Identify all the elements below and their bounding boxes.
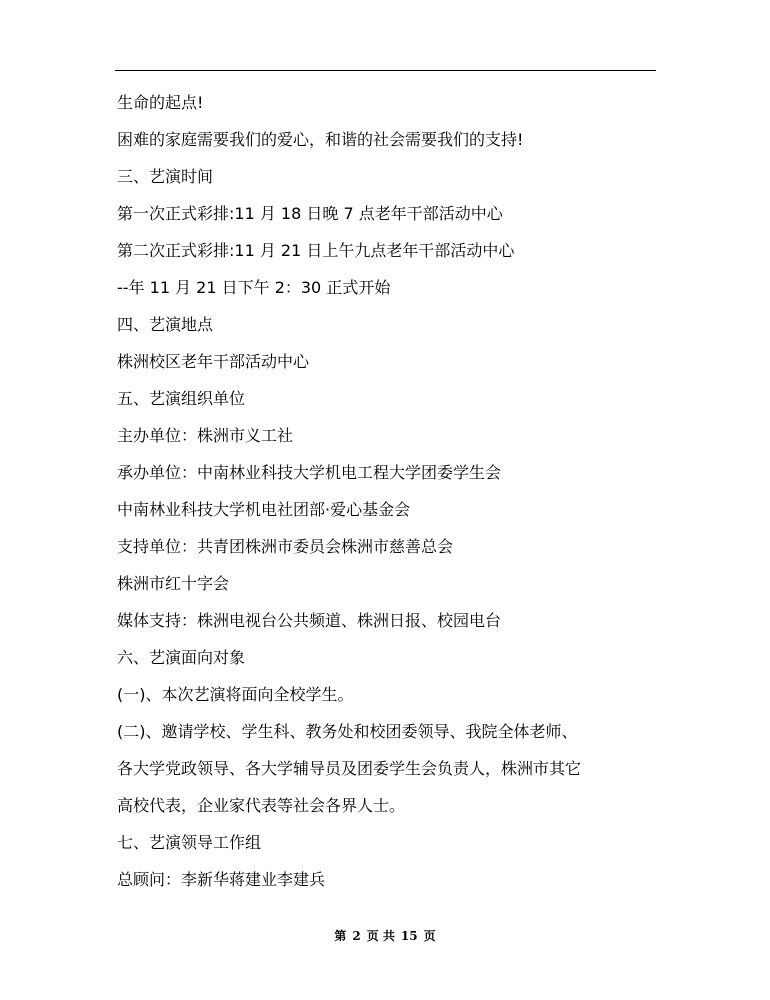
text-line: (二)、邀请学校、学生科、教务处和校团委领导、我院全体老师、 — [117, 722, 578, 741]
text-line: 主办单位：株洲市义工社 — [117, 426, 294, 445]
footer-prefix: 第 — [334, 929, 347, 943]
text-line: 困难的家庭需要我们的爱心，和谐的社会需要我们的支持! — [117, 130, 524, 149]
footer-middle: 页 共 — [366, 929, 395, 943]
text-line: 总顾问：李新华蒋建业李建兵 — [117, 870, 326, 889]
section-heading: 四、艺演地点 — [117, 315, 214, 334]
section-heading: 六、艺演面向对象 — [117, 648, 246, 667]
section-heading: 五、艺演组织单位 — [117, 389, 246, 408]
header-divider — [115, 70, 656, 71]
text-line: 第二次正式彩排:11 月 21 日上午九点老年干部活动中心 — [117, 241, 515, 260]
text-line: 各大学党政领导、各大学辅导员及团委学生会负责人，株洲市其它 — [117, 759, 582, 778]
current-page-number: 2 — [352, 929, 361, 943]
text-line: 生命的起点! — [117, 93, 204, 112]
text-line: 株洲市红十字会 — [117, 574, 230, 593]
section-heading: 三、艺演时间 — [117, 167, 214, 186]
text-line: 高校代表，企业家代表等社会各界人士。 — [117, 796, 406, 815]
page-number-footer — [0, 927, 770, 944]
total-page-count: 15 — [400, 929, 418, 943]
text-line: 中南林业科技大学机电社团部·爱心基金会 — [117, 500, 411, 519]
footer-suffix: 页 — [423, 929, 436, 943]
text-line: --年 11 月 21 日下午 2：30 正式开始 — [117, 278, 391, 297]
text-line: 第一次正式彩排:11 月 18 日晚 7 点老年干部活动中心 — [117, 204, 503, 223]
text-line: 承办单位：中南林业科技大学机电工程大学团委学生会 — [117, 463, 502, 482]
text-line: (一)、本次艺演将面向全校学生。 — [117, 685, 354, 704]
text-line: 媒体支持：株洲电视台公共频道、株洲日报、校园电台 — [117, 611, 502, 630]
text-line: 支持单位：共青团株洲市委员会株洲市慈善总会 — [117, 537, 454, 556]
text-line: 株洲校区老年干部活动中心 — [117, 352, 310, 371]
document-body — [117, 88, 677, 902]
section-heading: 七、艺演领导工作组 — [117, 833, 262, 852]
